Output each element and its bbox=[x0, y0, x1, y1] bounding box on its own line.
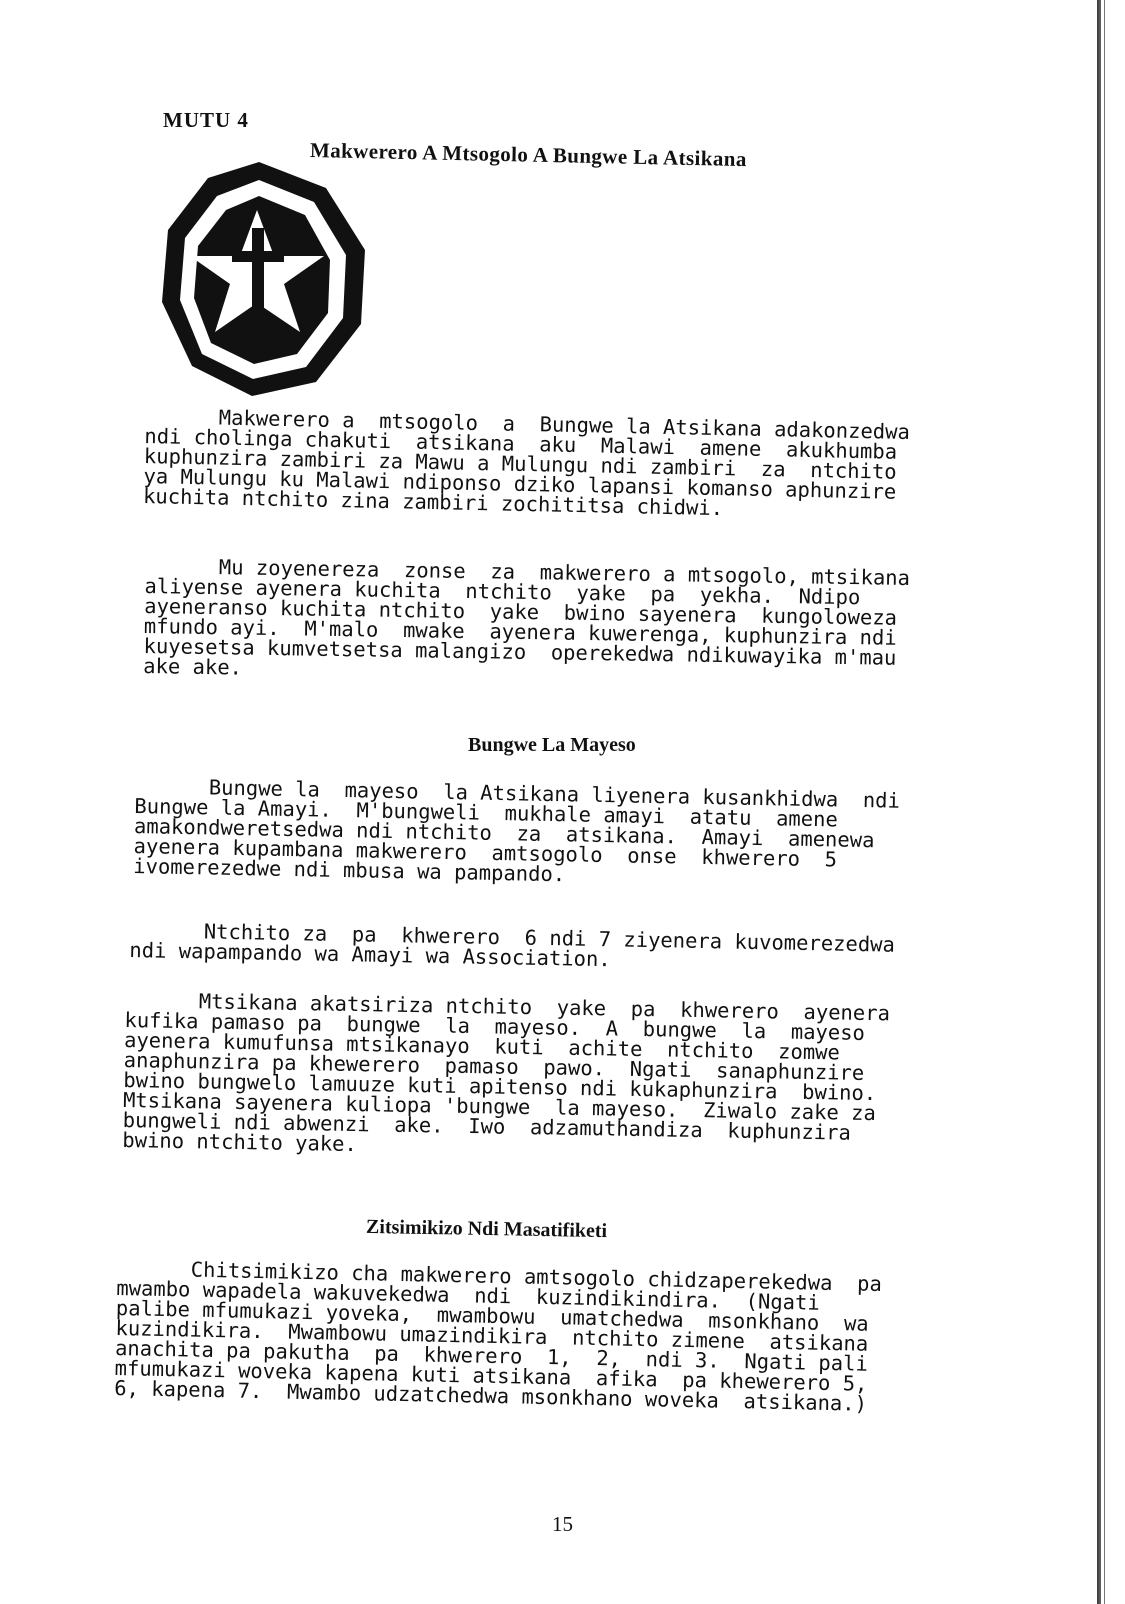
examination-paragraph: Mtsikana akatsiriza ntchito yake pa khwerero ayenera kufika pamaso pa bungwe la mayeso. A bungwe la mayeso ayenera kumufunsa mtsikanayo kuti achite ntchito zomwe anaphunzira pa khewerero pamaso pawo. Ngati sanaphunzire bwino bungwelo lamuuze kuti apitenso ndi kukaphunzira bwino. Mtsikana sayenera kuliopa 'bungwe la mayeso. Ziwalo zake za bungweli ndi abwenzi ake. Iwo adzamuthandiza kuphunzira bwino ntchito yake. bbox=[122, 988, 891, 1157]
star-cross-emblem-icon bbox=[158, 160, 372, 398]
scan-edge-line-secondary bbox=[1104, 0, 1105, 1604]
certificates-paragraph: Chitsimikizo cha makwerero amtsogolo chidzaperekedwa pa mwambo wapadela wakuvekedwa ndi kuzindikindira. (Ngati palibe mfumukazi yoveka, mwambowu umatchedwa msonkhano wa kuzindikira. Mwambowu umazindikira ntchito zimene atsikana anachita pa pakutha pa khwerero 1, 2, ndi 3. Ngati pali mfumukazi woveka kapena kuti atsikana afika pa khewerero 5, 6, kapena 7. Mwambo udzatchedwa msonkhano woveka atsikana.) bbox=[114, 1256, 883, 1416]
scan-edge-line bbox=[1097, 0, 1101, 1604]
intro-paragraph: Makwerero a mtsogolo a Bungwe la Atsikana adakonzedwa ndi cholinga chakuti atsikana aku Malawi amene akukhumba kuphunzira zambiri za Mawu a Mulungu ndi zambiri za ntchito ya Mulungu ku Malawi ndiponso dziko lapansi komanso aphunzire kuchita ntchito zina zambiri zochititsa chidwi. bbox=[142, 404, 911, 521]
page-title: Makwerero A Mtsogolo A Bungwe La Atsikana bbox=[309, 138, 748, 172]
steps-approval-paragraph: Ntchito za pa khwerero 6 ndi 7 ziyenera kuvomerezedwa ndi wapampando wa Amayi wa Association. bbox=[129, 918, 896, 972]
section-heading-bungwe-la-mayeso: Bungwe La Mayeso bbox=[468, 734, 636, 756]
committee-paragraph: Bungwe la mayeso la Atsikana liyenera kusankhidwa ndi Bungwe la Amayi. M'bungweli mukhale amayi atatu amene amakondweretsedwa ndi ntchito za atsikana. Amayi amenewa ayenera kupambana makwerero amtsogolo onse khwerero 5 ivomerezedwe ndi mbusa wa pampando. bbox=[133, 774, 901, 887]
chapter-label: MUTU 4 bbox=[163, 108, 249, 132]
page-number: 15 bbox=[552, 1512, 573, 1536]
section-heading-zitsimikizo: Zitsimikizo Ndi Masatifiketi bbox=[365, 1215, 608, 1243]
requirements-paragraph: Mu zoyenereza zonse za makwerero a mtsogolo, mtsikana aliyense ayenera kuchita ntchito yake pa yekha. Ndipo ayeneranso kuchita ntchito yake bwino sayenera kungoloweza mfundo ayi. M'malo mwake ayenera kuwerenga, kuphunzira ndi kuyesetsa kumvetsetsa malangizo operekedwa ndikuwayika m'mau ake ake. bbox=[143, 554, 911, 680]
